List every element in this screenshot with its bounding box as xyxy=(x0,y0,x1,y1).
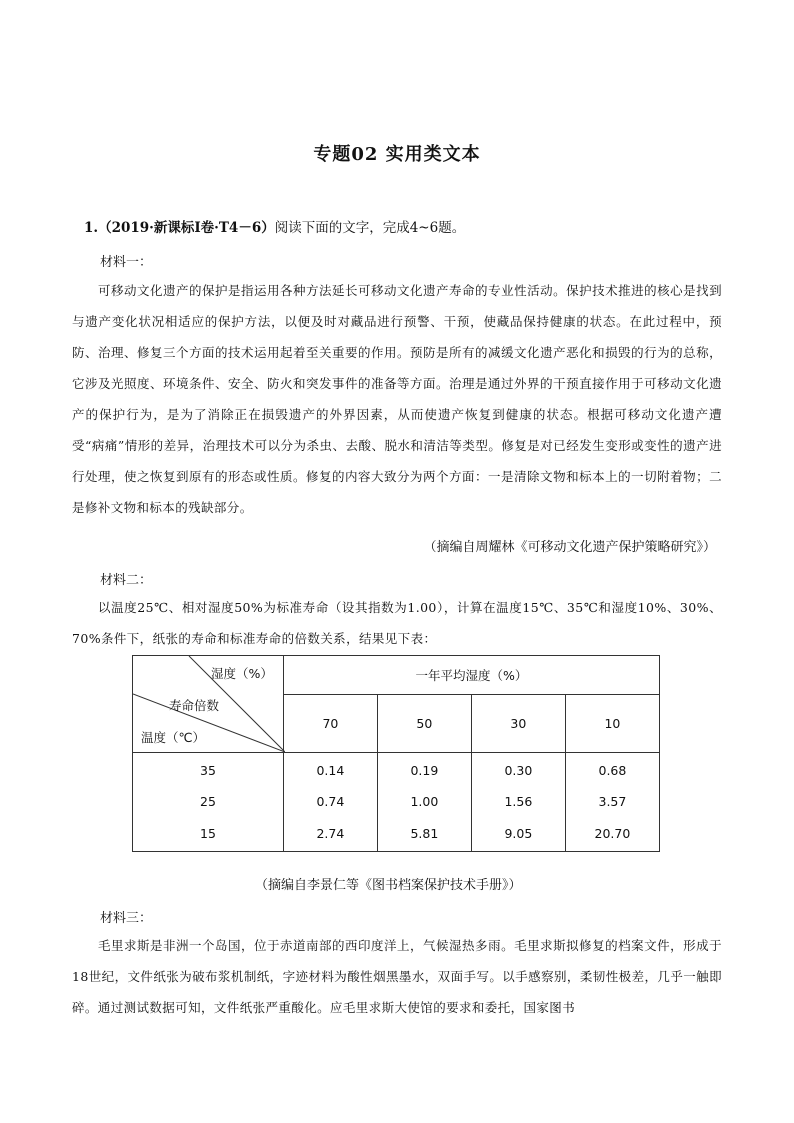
values-column-30 xyxy=(471,753,565,852)
values-column-70 xyxy=(283,753,377,852)
temperature-value: 35 xyxy=(200,762,216,778)
temperature-value: 15 xyxy=(200,825,216,841)
paper-lifespan-table xyxy=(132,655,660,852)
material1-paragraph: 可移动文化遗产的保护是指运用各种方法延长可移动文化遗产寿命的专业性活动。保护技术推进的核心是找到与遗产变化状况相适应的保护方法，以便及时对藏品进行预警、干预，使藏品保持健康的状态。在此过程中，预防、治理、修复三个方面的技术运用起着至关重要的作用。预防是所有的减缓文化遗产恶化和损毁的行为的总称，它涉及光照度、环境条件、安全、防火和突发事件的准备等方面。治理是通过外界的干预直接作用于可移动文化遗产的保护行为，是为了消除正在损毁遗产的外界因素，从而使遗产恢复到健康的状态。根据可移动文化遗产遭受“病痛”情形的差异，治理技术可以分为杀虫、去酸、脱水和清洁等类型。修复是对已经发生变形或变性的遗产进行处理，使之恢复到原有的形态或性质。修复的内容大致分为两个方面：一是清除文物和标本上的一切附着物；二是修补文物和标本的残缺部分。 xyxy=(72,283,722,515)
material3-paragraph: 毛里求斯是非洲一个岛国，位于赤道南部的西印度洋上，气候湿热多雨。毛里求斯拟修复的档案文件，形成于18世纪，文件纸张为破布浆机制纸，字迹材料为酸性烟黑墨水，双面手写。以手感察别，柔韧性极差，几乎一触即碎。通过测试数据可知，文件纸张严重酸化。应毛里求斯大使馆的要求和委托，国家图书 xyxy=(72,938,722,1015)
material1-label: 材料一： xyxy=(100,255,153,270)
question-number: 1. xyxy=(84,220,99,236)
humidity-col-header: 70 xyxy=(283,695,377,753)
table-cell: 0.14 xyxy=(316,762,345,778)
question-instruction: 阅读下面的文字，完成4~6题。 xyxy=(274,220,466,236)
table-cell: 0.74 xyxy=(316,794,345,810)
table-cell: 5.81 xyxy=(410,825,439,841)
values-column-50 xyxy=(377,753,471,852)
table-cell: 1.00 xyxy=(410,794,439,810)
humidity-col-header: 30 xyxy=(471,695,565,753)
material2-source: （摘编自李景仁等《图书档案保护技术手册》） xyxy=(255,878,522,893)
page-title: 专题02 实用类文本 xyxy=(313,144,481,165)
table-cell: 20.70 xyxy=(594,825,631,841)
humidity-col-header: 10 xyxy=(565,695,659,753)
table-cell: 0.30 xyxy=(504,762,533,778)
corner-label-humidity: 湿度（%） xyxy=(211,666,273,681)
humidity-col-header: 50 xyxy=(377,695,471,753)
question-source: （2019·新课标Ⅰ卷·T4－6） xyxy=(98,220,275,236)
group-header: 一年平均湿度（%） xyxy=(283,656,659,695)
table-cell: 2.74 xyxy=(316,825,345,841)
temperature-value: 25 xyxy=(200,794,216,810)
material2-paragraph: 以温度25℃、相对湿度50%为标准寿命（设其指数为1.00），计算在温度15℃、35℃和湿度10%、30%、70%条件下，纸张的寿命和标准寿命的倍数关系，结果见下表： xyxy=(72,600,722,646)
material2-label: 材料二： xyxy=(100,573,153,588)
table-corner-cell xyxy=(133,656,284,753)
corner-label-lifespan: 寿命倍数 xyxy=(169,698,220,713)
question-header xyxy=(84,216,465,236)
material1-source: （摘编自周耀林《可移动文化遗产保护策略研究》） xyxy=(423,540,716,555)
values-column-10 xyxy=(565,753,659,852)
table-cell: 9.05 xyxy=(504,825,533,841)
table-cell: 3.57 xyxy=(598,794,627,810)
corner-label-temperature: 温度（℃） xyxy=(141,730,206,745)
table-cell: 0.68 xyxy=(598,762,627,778)
table-cell: 0.19 xyxy=(410,762,439,778)
temperature-column xyxy=(133,753,284,852)
material3-label: 材料三： xyxy=(100,911,153,926)
table-cell: 1.56 xyxy=(504,794,533,810)
